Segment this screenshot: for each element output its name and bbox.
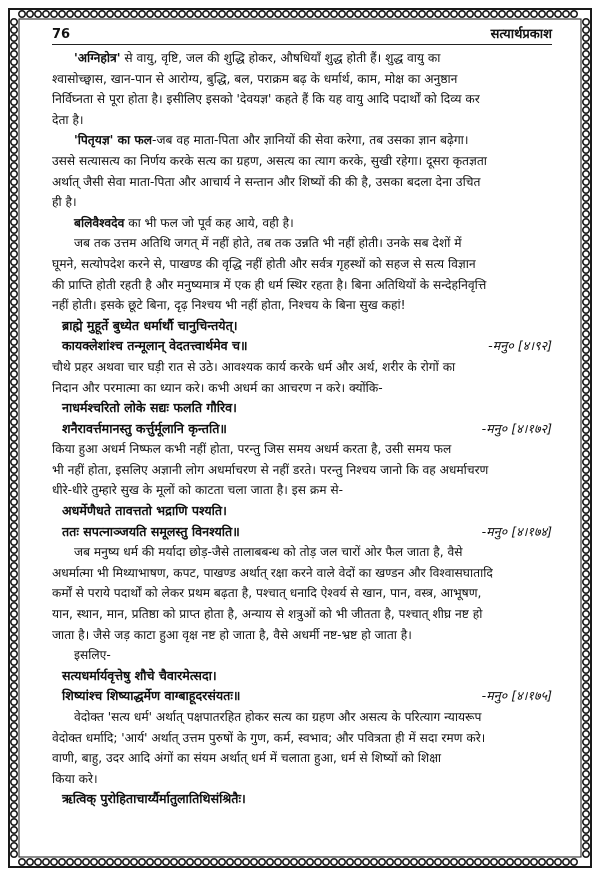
text-run: यान, स्थान, मान, प्रतिष्ठा को प्राप्त होता है, अन्याय से शत्रुओं को भी जीतता है, पश्चात् शीघ्र नष्ट हो <box>52 607 483 622</box>
text-run: कर्मों से पराये पदार्थों को लेकर प्रथम बढ़ता है, पश्चात् धनादि ऐश्वर्य से खान, पान, वस्त्र, आभूषण, <box>52 586 482 601</box>
text-run: अधर्मेणैधते तावत्ततो भद्राणि पश्यति। <box>62 503 227 519</box>
verse-line <box>52 398 552 419</box>
line-text <box>74 648 111 662</box>
text-run: नाधर्मश्चरितो लोके सद्यः फलति गौरिव। <box>62 400 237 416</box>
text-line <box>52 645 552 666</box>
line-text <box>62 686 240 707</box>
text-line <box>52 625 552 646</box>
text-run: इसलिए- <box>74 648 111 663</box>
text-line <box>52 439 552 460</box>
text-line <box>52 151 552 172</box>
text-line <box>52 89 552 110</box>
text-line <box>52 604 552 625</box>
page-number: 76 <box>52 27 71 42</box>
line-text <box>74 545 462 559</box>
verse-line <box>52 686 552 707</box>
line-text <box>62 419 227 440</box>
line-text <box>74 236 462 250</box>
bold-term: 'पितृयज्ञ' का फल <box>74 133 153 148</box>
book-title: सत्यार्थप्रकाश <box>490 27 552 42</box>
verse-line <box>52 666 552 687</box>
line-text <box>52 257 476 271</box>
line-text <box>52 175 480 189</box>
line-text <box>62 503 227 518</box>
bold-term: 'अग्निहोत्र' <box>74 51 121 65</box>
text-run: जब मनुष्य धर्म की मर्यादा छोड़-जैसे तालाबबन्ध को तोड़ जल चारों ओर फैल जाता है, वैसे <box>74 545 463 560</box>
line-text <box>52 483 343 497</box>
line-text <box>52 298 406 312</box>
line-text <box>52 751 441 765</box>
text-line <box>52 130 552 151</box>
text-line <box>52 563 552 584</box>
text-run: की प्राप्ति होती रहती है और मनुष्यमात्र में एक ही धर्म स्थिर रहता है। बिना अतिथियों के सन्देहनिवृत्ति <box>52 277 487 292</box>
text-run: किया करे। <box>52 771 98 786</box>
text-run: अधर्मात्मा भी मिथ्याभाषण, कपट, पाखण्ड अर्थात् रक्षा करने वाले वेदों का खण्डन और विश्वासघातादि <box>52 565 493 580</box>
text-run: वाणी, बाहु, उदर आदि अंगों का संयम अर्थात् धर्म में चलाता हुआ, धर्म से शिष्यों को शिक्षा <box>52 751 442 766</box>
text-run: अर्थात् जैसी सेवा माता-पिता और आचार्य ने सन्तान और शिष्यों की की है, उसका बदला देना उचित <box>52 174 481 189</box>
text-run: से वायु, वृष्टि, जल की शुद्धि होकर, औषधियाँ शुद्ध होती हैं। शुद्ध वायु का <box>120 51 441 65</box>
verse-line <box>52 336 552 357</box>
text-run: धीरे-धीरे तुम्हारे सुख के मूलों को काटता चला जाता है। इस क्रम से- <box>52 483 344 498</box>
text-run: देता है। <box>52 112 84 127</box>
page-header <box>52 24 552 45</box>
text-line <box>52 275 552 296</box>
text-run: ही है। <box>52 195 77 210</box>
line-text <box>52 154 487 168</box>
line-text <box>52 607 482 621</box>
verse-reference: -मनु० [४।१७५] <box>481 688 552 704</box>
verse-line <box>52 316 552 337</box>
verse-line <box>52 419 552 440</box>
text-run: जाता है। जैसे जड़ काटा हुआ वृक्ष नष्ट हो जाता है, वैसे अधर्मी नष्ट-भ्रष्ट हो जाता है। <box>52 627 412 642</box>
line-text <box>74 133 468 147</box>
verse-reference: -मनु० [४।१७२] <box>481 420 552 436</box>
text-run: निर्विघ्नता से पूरा होता है। इसीलिए इसको 'देवयज्ञ' कहते हैं कि यह वायु आदि पदार्थों को दिव्य कर <box>52 92 480 107</box>
text-run: ऋत्विक् पुरोहिताचार्य्यैर्मातुलातिथिसंश्रितैः। <box>62 791 246 807</box>
text-run: ततः सपत्नाञ्जयति समूलस्तु विनश्यति॥ <box>62 523 240 539</box>
line-text <box>74 51 440 65</box>
verse-line <box>52 789 552 810</box>
text-line <box>52 357 552 378</box>
verse-reference: -मनु० [४।१७४] <box>481 523 552 539</box>
text-line <box>52 233 552 254</box>
line-text <box>52 566 493 580</box>
text-line <box>52 69 552 90</box>
line-text <box>74 216 294 230</box>
line-text <box>52 463 488 477</box>
text-line <box>52 728 552 749</box>
line-text <box>62 791 246 806</box>
text-run: चौथे प्रहर अथवा चार घड़ी रात से उठे। आवश्यक कार्य करके धर्म और अर्थ, शरीर के रोगों का <box>52 359 456 374</box>
line-text <box>52 360 455 374</box>
line-text <box>62 522 240 543</box>
text-line <box>52 295 552 316</box>
verse-line <box>52 522 552 543</box>
line-text <box>62 318 238 333</box>
line-text <box>52 72 457 86</box>
text-line <box>52 769 552 790</box>
bold-term: बलिवैश्वदेव <box>74 215 125 230</box>
text-line <box>52 748 552 769</box>
text-run: किया हुआ अधर्म निष्फल कभी नहीं होता, परन्तु जिस समय अधर्म करता है, उसी समय फल <box>52 442 452 457</box>
line-text <box>74 710 481 724</box>
text-run: शनैरावर्त्तमानस्तु कर्त्तुर्मूलानि कृन्तति॥ <box>62 420 227 436</box>
text-line <box>52 213 552 234</box>
line-text <box>62 336 248 357</box>
text-run: शिष्यांश्च शिष्याद्धर्मेण वाग्बाहूदरसंयतः॥ <box>62 688 241 704</box>
text-run: वेदोक्त 'सत्य धर्म' अर्थात् पक्षपातरहित होकर सत्य का ग्रहण और असत्य के परित्याग न्यायरूप <box>74 710 482 724</box>
page-content <box>52 24 552 810</box>
line-text <box>62 400 237 415</box>
line-text <box>52 92 480 106</box>
text-run: श्वासोच्छ्वास, खान-पान से आरोग्य, बुद्धि, बल, पराक्रम बढ़ के धर्मार्थ, काम, मोक्ष का अनुष्ठान <box>52 71 458 86</box>
text-line <box>52 254 552 275</box>
line-text <box>52 586 481 600</box>
text-line <box>52 378 552 399</box>
line-text <box>52 381 383 395</box>
text-line <box>52 460 552 481</box>
line-text <box>52 628 412 642</box>
text-line <box>52 542 552 563</box>
text-line <box>52 172 552 193</box>
text-run: जब तक उत्तम अतिथि जगत् में नहीं होते, तब तक उन्नति भी नहीं होती। उनके सब देशों में <box>74 236 462 251</box>
text-run: कायक्लेशांश्च तन्मूलान् वेदतत्त्वार्थमेव च॥ <box>62 338 248 354</box>
verse-line <box>52 501 552 522</box>
line-text <box>52 113 84 127</box>
text-line <box>52 110 552 131</box>
body-text <box>52 48 552 810</box>
line-text <box>52 278 486 292</box>
line-text <box>52 772 98 786</box>
line-text <box>52 442 451 456</box>
text-run: निदान और परमात्मा का ध्यान करे। कभी अधर्म का आचरण न करे। क्योंकि- <box>52 380 383 395</box>
text-run: वेदोक्त धर्मादि; 'आर्य' अर्थात् उत्तम पुरुषों के गुण, कर्म, स्वभाव; और पवित्रता ही में सदा रमण करे। <box>52 730 486 745</box>
text-run: का भी फल जो पूर्व कह आये, वही है। <box>124 215 294 230</box>
text-line <box>52 480 552 501</box>
line-text <box>52 731 485 745</box>
text-run: नहीं होती। इसके छूटे बिना, दृढ़ निश्चय भी नहीं होता, निश्चय के बिना सुख कहां! <box>52 298 406 313</box>
text-run: ब्राह्मे मुहूर्ते बुध्येत धर्मार्थौ चानुचिन्तयेत्। <box>62 317 238 333</box>
verse-reference: -मनु० [४।९२] <box>488 338 552 354</box>
text-run: -जब वह माता-पिता और ज्ञानियों की सेवा करेगा, तब उसका ज्ञान बढ़ेगा। <box>152 133 469 148</box>
text-line <box>52 707 552 728</box>
text-line <box>52 192 552 213</box>
text-line <box>52 583 552 604</box>
line-text <box>52 195 77 209</box>
line-text <box>62 668 217 683</box>
text-line <box>52 48 552 69</box>
text-run: सत्यधर्मार्यवृत्तेषु शौचे चैवारमेत्सदा। <box>62 667 217 683</box>
text-run: भी नहीं होता, इसलिए अज्ञानी लोग अधर्माचरण से नहीं डरते। परन्तु निश्चय जानो कि वह अधर्माचरण <box>52 462 489 477</box>
text-run: घूमने, सत्योपदेश करने से, पाखण्ड की वृद्धि नहीं होती और सर्वत्र गृहस्थों को सहज से सत्य विज्ञान <box>52 256 476 271</box>
text-run: उससे सत्यासत्य का निर्णय करके सत्य का ग्रहण, असत्य का त्याग करके, सुखी रहेगा। दूसरा कृतज्ञता <box>52 153 487 168</box>
